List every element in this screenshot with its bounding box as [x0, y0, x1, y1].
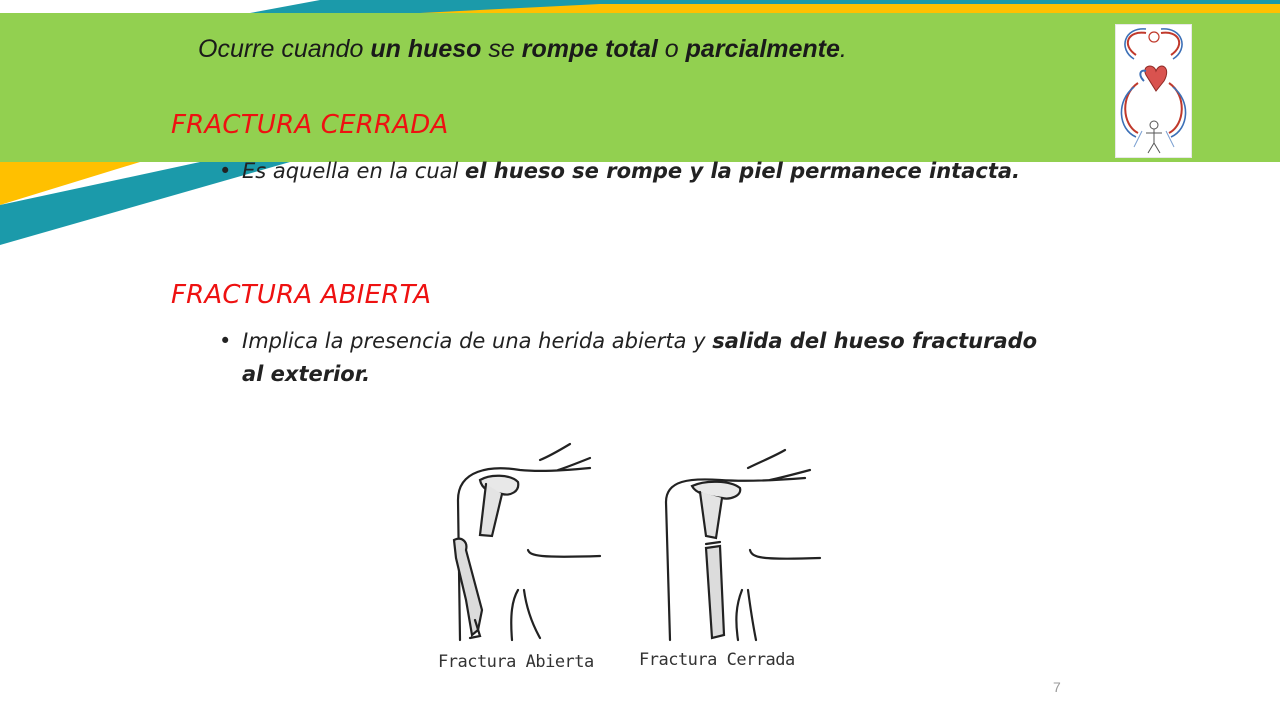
section-title-cerrada: FRACTURA CERRADA — [171, 110, 449, 140]
bullet-abierta: • Implica la presencia de una herida abierta y salida del hueso fracturado al exterior. — [219, 325, 1039, 391]
fracture-illustration — [430, 440, 830, 676]
caption-fractura-cerrada: Fractura Cerrada — [639, 650, 795, 670]
bullet-cerrada: • Es aquella en la cual el hueso se rompe y la piel permanece intacta. — [219, 155, 1039, 188]
page-number: 7 — [1053, 679, 1061, 695]
bullet-dot: • — [219, 159, 232, 183]
circulatory-system-icon — [1115, 24, 1192, 158]
slide-subtitle: Ocurre cuando un hueso se rompe total o parcialmente. — [198, 35, 847, 63]
caption-fractura-abierta: Fractura Abierta — [438, 652, 594, 672]
section-title-abierta: FRACTURA ABIERTA — [171, 280, 432, 310]
bullet-dot: • — [219, 329, 232, 353]
